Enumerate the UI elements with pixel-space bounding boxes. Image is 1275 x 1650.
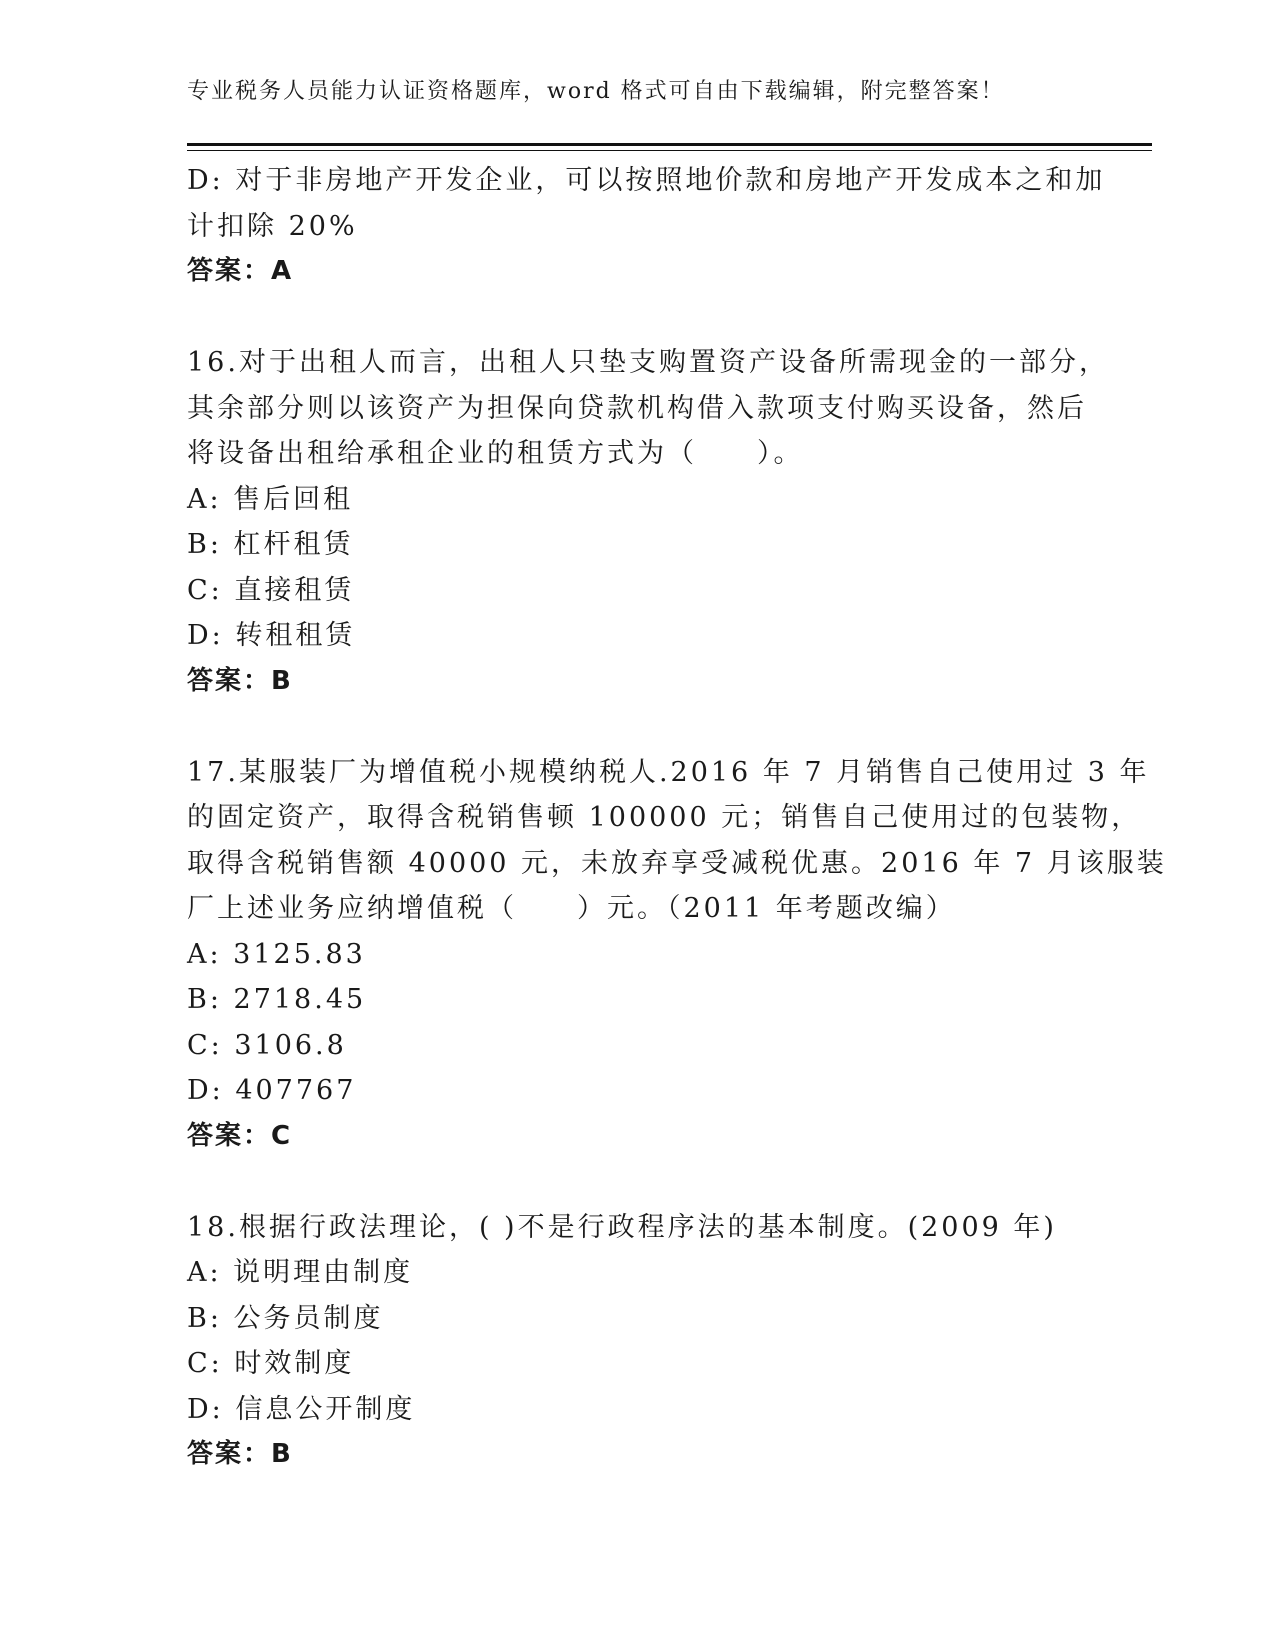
option-c: C: 3106.8 [187,1029,347,1061]
question-18 [187,1205,1087,1478]
option-b: B: 公务员制度 [187,1302,384,1334]
answer: 答案：C [187,1120,293,1151]
option-b: B: 2718.45 [187,984,367,1015]
option-a: A: 3125.83 [187,938,366,970]
answer: 答案：A [187,256,294,286]
document-body [187,158,1167,1478]
question-stem: 其余部分则以该资产为担保向贷款机构借入款项支付购买设备，然后 [187,392,1087,424]
option-c: C: 直接租赁 [187,574,355,606]
prev-question-tail [187,158,1106,295]
answer: 答案：B [187,665,293,696]
option-a: A: 说明理由制度 [187,1257,414,1288]
option-c: C: 时效制度 [187,1348,355,1379]
option-d: D: 信息公开制度 [187,1393,416,1425]
question-stem: 17.某服装厂为增值税小规模纳税人.2016 年 7 月销售自己使用过 3 年 [187,756,1150,788]
question-stem: 取得含税销售额 40000 元，未放弃享受减税优惠。2016 年 7 月该服装 [187,847,1167,879]
spacer [187,295,1087,341]
option-d-continued: 计扣除 20% [187,210,358,242]
question-stem: 的固定资产，取得含税销售顿 100000 元；销售自己使用过的包装物， [187,802,1142,833]
answer: 答案：B [187,1439,293,1469]
header-rule-thin [187,150,1152,151]
question-stem: 18.根据行政法理论，( )不是行政程序法的基本制度。(2009 年) [187,1211,1057,1243]
option-d: D: 对于非房地产开发企业，可以按照地价款和房地产开发成本之和加 [187,165,1106,196]
spacer [187,1159,1087,1205]
option-b: B: 杠杆租赁 [187,529,354,560]
question-17 [187,750,1167,1160]
spacer [187,704,1087,750]
question-stem: 将设备出租给承租企业的租赁方式为（ ）。 [187,438,804,469]
option-d: D: 407767 [187,1075,357,1106]
question-stem: 16.对于出租人而言，出租人只垫支购置资产设备所需现金的一部分， [187,347,1109,378]
question-16 [187,340,1109,704]
question-stem: 厂上述业务应纳增值税（ ）元。（2011 年考题改编） [187,893,956,924]
page-header: 专业税务人员能力认证资格题库，word 格式可自由下载编辑，附完整答案！ [187,79,1005,104]
option-a: A: 售后回租 [187,483,354,515]
header-rule-thick [187,143,1152,146]
option-d: D: 转租租赁 [187,620,356,651]
